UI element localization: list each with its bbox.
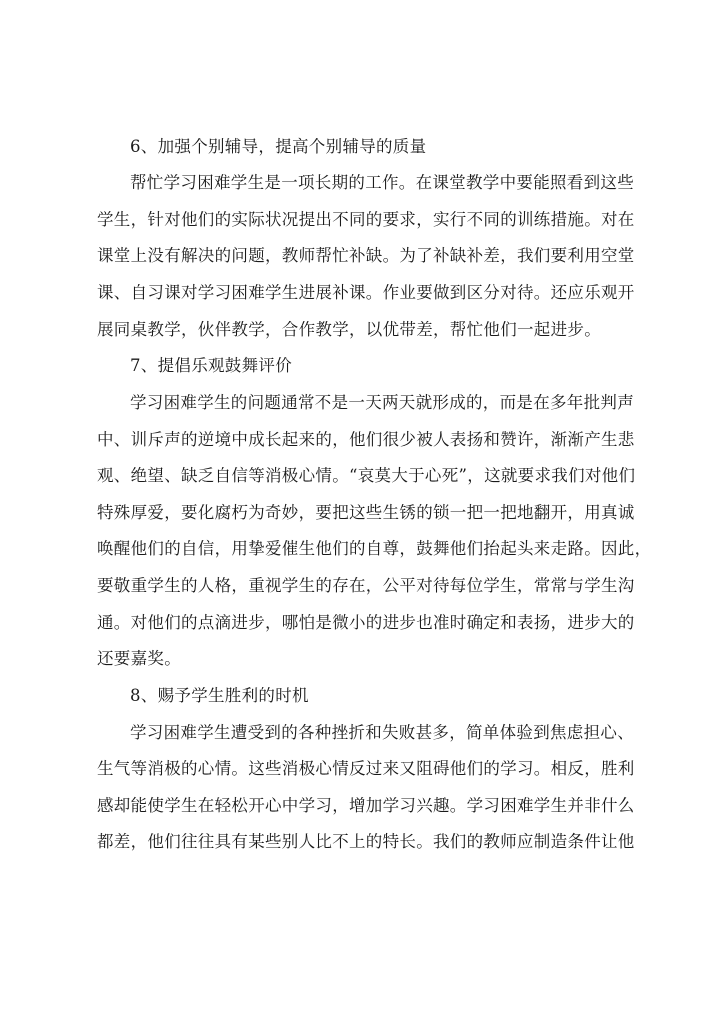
paragraph-line: 学生，针对他们的实际状况提出不同的要求，实行不同的训练措施。对在 — [97, 210, 635, 229]
paragraph-line: 课堂上没有解决的问题，教师帮忙补缺。为了补缺补差，我们要利用空堂 — [97, 246, 635, 265]
paragraph-line: 课、自习课对学习困难学生进展补课。作业要做到区分对待。还应乐观开 — [97, 283, 635, 302]
section-heading: 6、加强个别辅导，提高个别辅导的质量 — [130, 137, 427, 156]
paragraph-line: 展同桌教学，伙伴教学，合作教学，以优带差，帮忙他们一起进步。 — [97, 320, 601, 339]
paragraph-line: 唤醒他们的自信，用挚爱催生他们的自尊，鼓舞他们抬起头来走路。因此， — [97, 539, 652, 558]
section-heading: 7、提倡乐观鼓舞评价 — [130, 356, 292, 375]
paragraph-line: 学习困难学生的问题通常不是一天两天就形成的，而是在多年批判声 — [130, 393, 634, 412]
paragraph-line: 中、训斥声的逆境中成长起来的，他们很少被人表扬和赞许，渐渐产生悲 — [97, 430, 635, 449]
paragraph-line: 学习困难学生遭受到的各种挫折和失败甚多，简单体验到焦虑担心、 — [130, 723, 634, 742]
paragraph-line: 感却能使学生在轻松开心中学习，增加学习兴趣。学习困难学生并非什么 — [97, 796, 635, 815]
paragraph-line: 通。对他们的点滴进步，哪怕是微小的进步也准时确定和表扬，进步大的 — [97, 613, 635, 632]
paragraph-line: 生气等消极的心情。这些消极心情反过来又阻碍他们的学习。相反，胜利 — [97, 759, 635, 778]
paragraph-line: 还要嘉奖。 — [97, 649, 181, 668]
section-heading: 8、赐予学生胜利的时机 — [130, 686, 309, 705]
paragraph-line: 帮忙学习困难学生是一项长期的工作。在课堂教学中要能照看到这些 — [130, 173, 634, 192]
paragraph-line: 特殊厚爱，要化腐朽为奇妙，要把这些生锈的锁一把一把地翻开，用真诚 — [97, 503, 635, 522]
paragraph-line: 观、绝望、缺乏自信等消极心情。“哀莫大于心死”，这就要求我们对他们 — [97, 466, 636, 485]
paragraph-line: 都差，他们往往具有某些别人比不上的特长。我们的教师应制造条件让他 — [97, 832, 635, 851]
paragraph-line: 要敬重学生的人格，重视学生的存在，公平对待每位学生，常常与学生沟 — [97, 576, 635, 595]
